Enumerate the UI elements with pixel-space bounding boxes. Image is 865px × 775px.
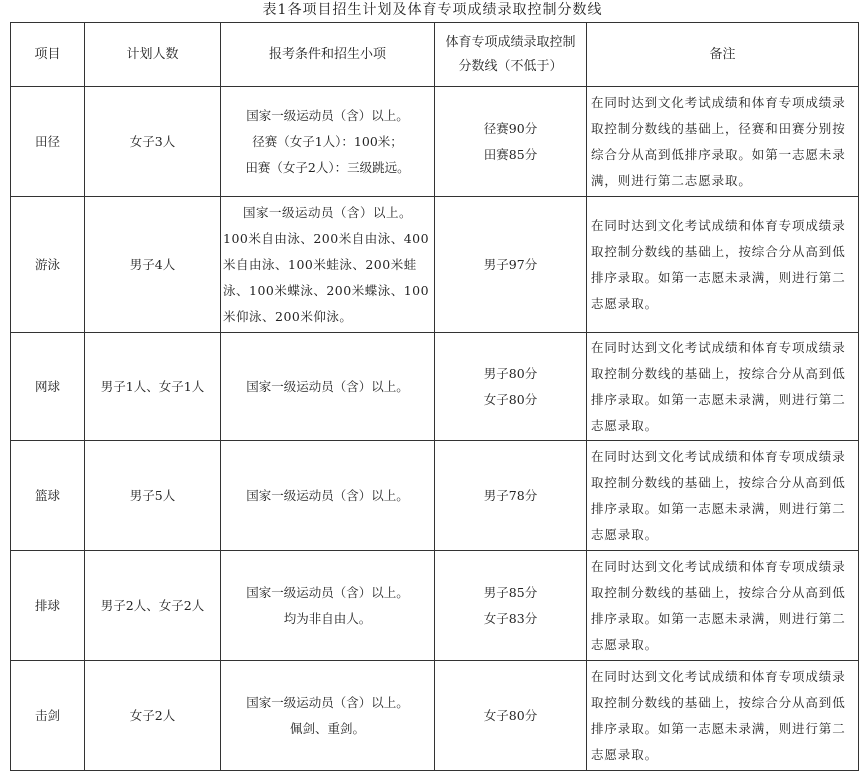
cell-conditions [221,197,435,333]
header-conditions: 报考条件和招生小项 [221,23,435,87]
cell-plan: 男子1人、女子1人 [85,333,221,441]
cell-conditions [221,441,435,551]
score-line: 女子80分 [483,707,538,723]
condition-line: 米自由泳、100米蛙泳、200米蛙 [223,256,417,272]
condition-line: 均为非自由人。 [283,610,372,626]
cell-scores [435,87,587,197]
cell-plan: 男子4人 [85,197,221,333]
header-score-line1: 体育专项成绩录取控制 [445,34,576,50]
cell-plan: 女子2人 [85,661,221,771]
condition-line: 径赛（女子1人）：100米； [252,133,403,149]
score-line: 男子97分 [483,256,538,272]
cell-remark: 在同时达到文化考试成绩和体育专项成绩录取控制分数线的基础上，按综合分从高到低排序录取。如第一志愿未录满，则进行第二志愿录取。 [587,661,859,771]
condition-line: 100米自由泳、200米自由泳、400 [223,230,430,246]
condition-line: 泳、100米蝶泳、200米蝶泳、100 [223,282,430,298]
cell-conditions [221,551,435,661]
condition-line: 国家一级运动员（含）以上。 [246,584,409,600]
cell-scores [435,197,587,333]
cell-project: 游泳 [11,197,85,333]
score-line: 女子83分 [483,610,538,626]
table-row [11,87,859,197]
header-row [11,23,859,87]
condition-line: 田赛（女子2人）：三级跳远。 [245,159,410,175]
cell-scores [435,441,587,551]
table-row [11,197,859,333]
table-row [11,333,859,441]
header-score-line2: 分数线（不低于） [458,58,563,74]
condition-line: 佩剑、重剑。 [289,720,365,736]
table-row [11,551,859,661]
header-project: 项目 [11,23,85,87]
cell-remark: 在同时达到文化考试成绩和体育专项成绩录取控制分数线的基础上，按综合分从高到低排序录取。如第一志愿未录满，则进行第二志愿录取。 [587,551,859,661]
condition-line: 国家一级运动员（含）以上。 [246,694,409,710]
condition-line: 米仰泳、200米仰泳。 [223,308,353,324]
cell-remark: 在同时达到文化考试成绩和体育专项成绩录取控制分数线的基础上，径赛和田赛分别按综合分从高到低排序录取。如第一志愿未录满，则进行第二志愿录取。 [587,87,859,197]
cell-scores [435,551,587,661]
score-line: 女子80分 [483,391,538,407]
cell-plan: 男子2人、女子2人 [85,551,221,661]
cell-project: 击剑 [11,661,85,771]
cell-conditions [221,661,435,771]
header-remark: 备注 [587,23,859,87]
condition-line: 国家一级运动员（含）以上。 [246,487,409,503]
cell-project: 网球 [11,333,85,441]
cell-project: 排球 [11,551,85,661]
cell-conditions [221,87,435,197]
header-score [435,23,587,87]
score-line: 径赛90分 [483,120,538,136]
table-row [11,441,859,551]
header-plan: 计划人数 [85,23,221,87]
admission-table [10,22,859,771]
cell-plan: 男子5人 [85,441,221,551]
condition-line: 国家一级运动员（含）以上。 [246,378,409,394]
condition-line: 国家一级运动员（含）以上。 [246,107,409,123]
cell-remark: 在同时达到文化考试成绩和体育专项成绩录取控制分数线的基础上，按综合分从高到低排序录取。如第一志愿未录满，则进行第二志愿录取。 [587,441,859,551]
score-line: 男子80分 [483,365,538,381]
cell-project: 田径 [11,87,85,197]
cell-conditions [221,333,435,441]
cell-remark: 在同时达到文化考试成绩和体育专项成绩录取控制分数线的基础上，按综合分从高到低排序录取。如第一志愿未录满，则进行第二志愿录取。 [587,333,859,441]
cell-project: 篮球 [11,441,85,551]
cell-remark: 在同时达到文化考试成绩和体育专项成绩录取控制分数线的基础上，按综合分从高到低排序录取。如第一志愿未录满，则进行第二志愿录取。 [587,197,859,333]
table-title: 表1各项目招生计划及体育专项成绩录取控制分数线 [262,2,603,18]
score-line: 男子78分 [483,487,538,503]
condition-line: 国家一级运动员（含）以上。 [242,204,412,220]
cell-plan: 女子3人 [85,87,221,197]
score-line: 田赛85分 [483,146,538,162]
cell-scores [435,333,587,441]
cell-scores [435,661,587,771]
score-line: 男子85分 [483,584,538,600]
table-row [11,661,859,771]
